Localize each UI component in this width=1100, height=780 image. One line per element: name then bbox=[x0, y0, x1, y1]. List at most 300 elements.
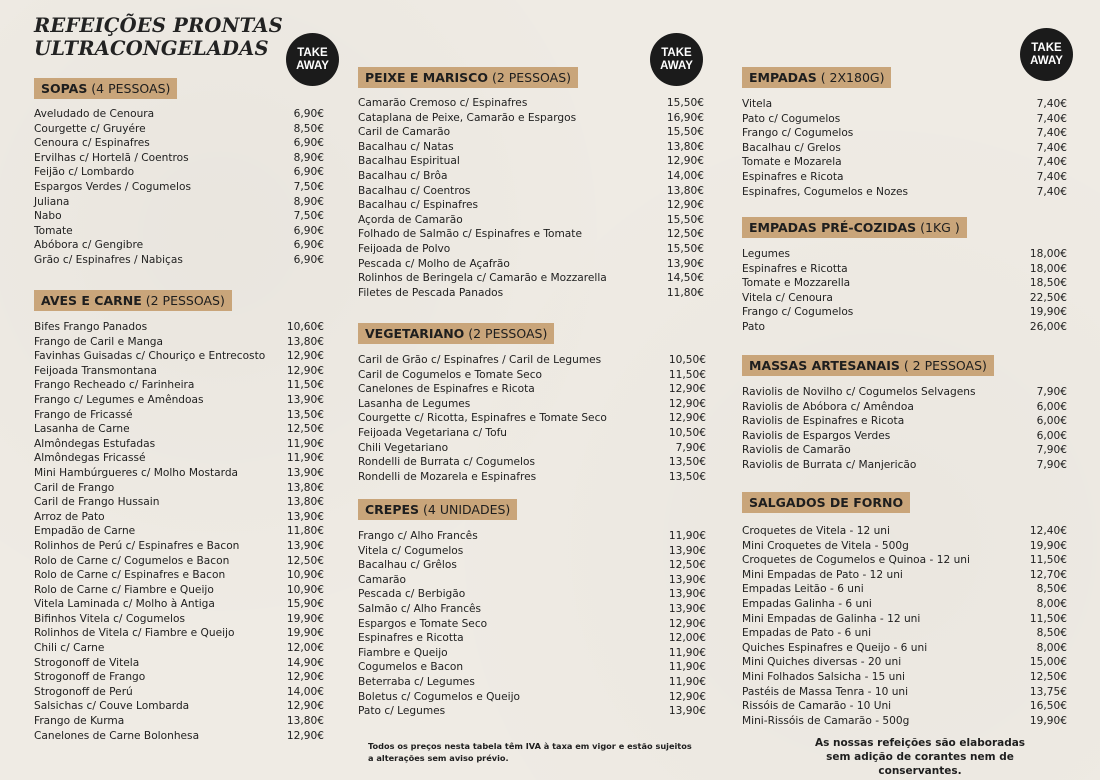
section-peixe-e-marisco bbox=[358, 67, 704, 300]
menu-item bbox=[742, 612, 1067, 627]
menu-item-name: Almôndegas Fricassé bbox=[34, 452, 146, 465]
menu-item bbox=[358, 573, 706, 588]
menu-item-name: Pescada c/ Molho de Açafrão bbox=[358, 257, 510, 270]
menu-item bbox=[358, 631, 706, 646]
menu-item bbox=[358, 242, 704, 257]
menu-item bbox=[742, 582, 1067, 597]
menu-item-name: Camarão bbox=[358, 573, 407, 586]
menu-item bbox=[358, 125, 704, 140]
menu-item-price: 13,90€ bbox=[668, 544, 706, 557]
menu-item-name: Rolinhos de Vitela c/ Fiambre e Queijo bbox=[34, 627, 235, 640]
menu-item bbox=[34, 122, 324, 137]
menu-item bbox=[358, 470, 706, 485]
menu-item-price: 16,50€ bbox=[1029, 700, 1067, 713]
menu-item-price: 7,40€ bbox=[1036, 98, 1067, 110]
menu-item-price: 13,90€ bbox=[668, 573, 706, 586]
menu-item-name: Juliana bbox=[34, 195, 70, 208]
menu-item-price: 15,00€ bbox=[1029, 656, 1067, 669]
menu-item-price: 12,90€ bbox=[668, 412, 706, 425]
menu-item-price: 13,75€ bbox=[1029, 685, 1067, 698]
menu-item-price: 7,40€ bbox=[1036, 156, 1067, 169]
menu-item-name: Frango de Kurma bbox=[34, 715, 125, 728]
menu-item-name: Beterraba c/ Legumes bbox=[358, 675, 475, 688]
menu-item bbox=[358, 286, 704, 301]
menu-item-name: Frango Recheado c/ Farinheira bbox=[34, 379, 195, 392]
menu-item-name: Raviolis de Abóbora c/ Amêndoa bbox=[742, 400, 914, 413]
menu-item bbox=[742, 539, 1067, 554]
menu-item-price: 10,50€ bbox=[668, 354, 706, 366]
menu-item bbox=[34, 451, 324, 466]
menu-item-price: 13,80€ bbox=[286, 715, 324, 728]
menu-item-price: 15,50€ bbox=[666, 213, 704, 226]
menu-item bbox=[358, 257, 704, 272]
take-away-badge-line-2: AWAY bbox=[296, 59, 329, 72]
menu-item-price: 12,90€ bbox=[668, 397, 706, 410]
section-subtitle: (4 PESSOAS) bbox=[87, 81, 171, 96]
menu-item-name: Vitela c/ Cenoura bbox=[742, 291, 833, 304]
menu-title-line-1: REFEIÇÕES PRONTAS bbox=[34, 14, 283, 37]
menu-item-price: 6,90€ bbox=[293, 108, 324, 120]
menu-item-price: 13,50€ bbox=[286, 408, 324, 421]
menu-item bbox=[34, 238, 324, 253]
section-salgados-de-forno bbox=[742, 492, 1067, 728]
menu-item bbox=[358, 675, 706, 690]
menu-item-name: Bacalhau c/ Espinafres bbox=[358, 199, 479, 212]
menu-item bbox=[34, 408, 324, 423]
section-subtitle: (4 UNIDADES) bbox=[419, 502, 511, 517]
menu-item-price: 13,90€ bbox=[668, 602, 706, 615]
menu-item-name: Frango c/ Cogumelos bbox=[742, 306, 854, 319]
menu-item-name: Pastéis de Massa Tenra - 10 uni bbox=[742, 685, 909, 698]
menu-item-price: 12,90€ bbox=[286, 729, 324, 742]
menu-item bbox=[742, 655, 1067, 670]
menu-item bbox=[34, 699, 324, 714]
menu-item bbox=[34, 583, 324, 598]
menu-item-price: 7,90€ bbox=[1036, 444, 1067, 457]
menu-item-name: Empadas de Pato - 6 uni bbox=[742, 627, 872, 640]
menu-item bbox=[742, 670, 1067, 685]
menu-item bbox=[742, 524, 1067, 539]
menu-item bbox=[34, 165, 324, 180]
menu-item-price: 13,90€ bbox=[286, 510, 324, 523]
menu-item-price: 12,50€ bbox=[1029, 670, 1067, 683]
menu-item bbox=[34, 714, 324, 729]
menu-item-price: 13,50€ bbox=[668, 470, 706, 483]
menu-item bbox=[358, 140, 704, 155]
menu-item-price: 11,50€ bbox=[1029, 612, 1067, 625]
menu-item-name: Raviolis de Camarão bbox=[742, 444, 851, 457]
menu-item bbox=[34, 524, 324, 539]
menu-item-name: Mini Folhados Salsicha - 15 uni bbox=[742, 670, 905, 683]
section-items bbox=[34, 320, 324, 743]
menu-item-name: Raviolis de Novilho c/ Cogumelos Selvagens bbox=[742, 386, 976, 398]
menu-item-price: 26,00€ bbox=[1029, 320, 1067, 333]
section-subtitle: ( 2X180G) bbox=[816, 70, 885, 85]
menu-item-name: Filetes de Pescada Panados bbox=[358, 286, 504, 299]
menu-item-name: Lasanha de Legumes bbox=[358, 397, 471, 410]
menu-item-price: 10,90€ bbox=[286, 583, 324, 596]
menu-item-name: Favinhas Guisadas c/ Chouriço e Entrecosto bbox=[34, 350, 266, 363]
menu-item-name: Bacalhau Espiritual bbox=[358, 155, 460, 168]
menu-item-price: 12,50€ bbox=[286, 554, 324, 567]
menu-item-name: Bacalhau c/ Brôa bbox=[358, 169, 448, 182]
menu-item-name: Vitela c/ Cogumelos bbox=[358, 544, 464, 557]
menu-item-price: 12,90€ bbox=[666, 199, 704, 212]
menu-item-name: Empadas Leitão - 6 uni bbox=[742, 583, 864, 596]
menu-item bbox=[34, 641, 324, 656]
menu-item-price: 11,80€ bbox=[286, 525, 324, 538]
menu-item bbox=[34, 481, 324, 496]
menu-item bbox=[742, 429, 1067, 444]
menu-item-name: Almôndegas Estufadas bbox=[34, 437, 156, 450]
menu-item-price: 8,00€ bbox=[1036, 641, 1067, 654]
menu-item-name: Mini Empadas de Pato - 12 uni bbox=[742, 568, 903, 581]
menu-item-price: 6,90€ bbox=[293, 137, 324, 150]
menu-item-price: 11,90€ bbox=[668, 646, 706, 659]
menu-item-name: Bacalhau c/ Coentros bbox=[358, 184, 471, 197]
menu-item bbox=[742, 597, 1067, 612]
menu-item-price: 10,90€ bbox=[286, 569, 324, 582]
menu-item bbox=[742, 112, 1067, 127]
section-items bbox=[358, 529, 706, 719]
menu-item bbox=[358, 368, 706, 383]
menu-item bbox=[34, 180, 324, 195]
menu-item-price: 15,90€ bbox=[286, 598, 324, 611]
section-title: EMPADAS bbox=[749, 70, 817, 85]
section-header bbox=[742, 67, 891, 88]
menu-item-price: 8,90€ bbox=[293, 195, 324, 208]
menu-item-name: Pato c/ Cogumelos bbox=[742, 112, 841, 125]
menu-item-price: 13,90€ bbox=[668, 588, 706, 601]
menu-item-name: Tomate e Mozarela bbox=[742, 156, 842, 169]
menu-item bbox=[358, 271, 704, 286]
menu-item-price: 19,90€ bbox=[1029, 714, 1067, 727]
menu-item-name: Bacalhau c/ Natas bbox=[358, 140, 454, 153]
menu-item bbox=[742, 626, 1067, 641]
menu-item-price: 18,00€ bbox=[1029, 262, 1067, 275]
menu-item-name: Canelones de Espinafres e Ricota bbox=[358, 383, 535, 396]
menu-item bbox=[742, 553, 1067, 568]
menu-title-line-2: ULTRACONGELADAS bbox=[34, 37, 269, 60]
menu-item bbox=[358, 426, 706, 441]
menu-item-name: Raviolis de Espargos Verdes bbox=[742, 429, 891, 442]
menu-item-name: Rolo de Carne c/ Espinafres e Bacon bbox=[34, 569, 226, 582]
menu-item-price: 14,50€ bbox=[666, 272, 704, 285]
section-header bbox=[742, 492, 910, 513]
menu-item-name: Caril de Frango bbox=[34, 481, 115, 494]
menu-item-name: Chili Vegetariano bbox=[358, 441, 449, 454]
vat-disclaimer-line-1: Todos os preços nesta tabela têm IVA à taxa em vigor e estão sujeitos bbox=[368, 741, 692, 751]
menu-item-name: Pato c/ Legumes bbox=[358, 705, 446, 718]
menu-item bbox=[34, 568, 324, 583]
menu-item-name: Cenoura c/ Espinafres bbox=[34, 137, 150, 150]
menu-item bbox=[742, 699, 1067, 714]
section-items bbox=[358, 96, 704, 300]
menu-item-name: Espargos Verdes / Cogumelos bbox=[34, 180, 191, 193]
menu-item-price: 8,90€ bbox=[293, 151, 324, 164]
menu-item-price: 7,40€ bbox=[1036, 112, 1067, 125]
section-subtitle: (2 PESSOAS) bbox=[487, 70, 572, 85]
menu-item-name: Cataplana de Peixe, Camarão e Espargos bbox=[358, 111, 577, 124]
menu-item-name: Raviolis de Espinafres e Ricota bbox=[742, 415, 905, 428]
menu-item-price: 13,90€ bbox=[286, 393, 324, 406]
menu-item-price: 7,40€ bbox=[1036, 141, 1067, 154]
menu-item-name: Espinafres e Ricotta bbox=[358, 632, 464, 645]
menu-item-name: Pato bbox=[742, 320, 766, 333]
section-items bbox=[742, 97, 1067, 199]
menu-item-name: Pescada c/ Berbigão bbox=[358, 588, 466, 601]
menu-item-price: 13,90€ bbox=[668, 705, 706, 718]
menu-item-price: 7,50€ bbox=[293, 210, 324, 223]
menu-item-name: Rolo de Carne c/ Cogumelos e Bacon bbox=[34, 554, 230, 567]
menu-item-name: Croquetes de Vitela - 12 uni bbox=[742, 525, 890, 537]
section-header bbox=[358, 499, 517, 520]
section-items bbox=[742, 247, 1067, 335]
section-header bbox=[742, 217, 967, 238]
menu-item-price: 12,90€ bbox=[666, 155, 704, 168]
section-header bbox=[358, 67, 578, 88]
menu-item-price: 6,90€ bbox=[293, 224, 324, 237]
menu-item bbox=[358, 227, 704, 242]
menu-item-price: 13,80€ bbox=[286, 481, 324, 494]
menu-item-name: Feijoada Vegetariana c/ Tofu bbox=[358, 426, 508, 439]
menu-item-name: Empadas Galinha - 6 uni bbox=[742, 597, 872, 610]
menu-item-price: 10,50€ bbox=[668, 426, 706, 439]
menu-item bbox=[742, 276, 1067, 291]
menu-item-price: 8,50€ bbox=[293, 122, 324, 135]
no-preservatives-note bbox=[790, 736, 1050, 778]
menu-item-name: Rondelli de Burrata c/ Cogumelos bbox=[358, 456, 536, 469]
menu-item-price: 11,90€ bbox=[668, 661, 706, 674]
menu-item-name: Frango c/ Cogumelos bbox=[742, 127, 854, 140]
menu-item bbox=[742, 458, 1067, 473]
menu-item-price: 18,50€ bbox=[1029, 277, 1067, 290]
menu-item-price: 12,90€ bbox=[668, 383, 706, 396]
menu-item bbox=[34, 495, 324, 510]
menu-item-price: 15,50€ bbox=[666, 126, 704, 139]
menu-item bbox=[358, 602, 706, 617]
menu-item-name: Espinafres e Ricotta bbox=[742, 262, 848, 275]
menu-item-price: 14,90€ bbox=[286, 656, 324, 669]
menu-item-name: Caril de Grão c/ Espinafres / Caril de Legumes bbox=[358, 354, 602, 366]
menu-item-price: 10,60€ bbox=[286, 321, 324, 333]
menu-item-price: 19,90€ bbox=[1029, 306, 1067, 319]
menu-item-name: Mini Hambúrgueres c/ Molho Mostarda bbox=[34, 466, 239, 479]
menu-item-name: Espinafres, Cogumelos e Nozes bbox=[742, 185, 909, 198]
menu-item-price: 7,50€ bbox=[293, 180, 324, 193]
menu-item bbox=[34, 195, 324, 210]
menu-item-price: 11,50€ bbox=[286, 379, 324, 392]
menu-item-price: 6,90€ bbox=[293, 239, 324, 252]
menu-item-name: Frango de Fricassé bbox=[34, 408, 133, 421]
menu-item bbox=[358, 646, 706, 661]
menu-item-price: 13,90€ bbox=[286, 539, 324, 552]
menu-item-name: Caril de Frango Hussain bbox=[34, 496, 160, 509]
menu-item-name: Rolo de Carne c/ Fiambre e Queijo bbox=[34, 583, 214, 596]
menu-item-name: Caril de Camarão bbox=[358, 126, 451, 139]
menu-item-price: 12,90€ bbox=[286, 700, 324, 713]
menu-item-name: Abóbora c/ Gengibre bbox=[34, 239, 144, 252]
menu-item-price: 13,80€ bbox=[666, 184, 704, 197]
menu-item bbox=[742, 170, 1067, 185]
menu-item-name: Feijoada Transmontana bbox=[34, 364, 157, 377]
menu-item-name: Courgette c/ Ricotta, Espinafres e Tomate Seco bbox=[358, 412, 607, 425]
menu-item bbox=[358, 587, 706, 602]
menu-item-price: 12,00€ bbox=[286, 642, 324, 655]
section-header bbox=[742, 355, 994, 376]
menu-item bbox=[742, 247, 1067, 262]
menu-item bbox=[34, 364, 324, 379]
menu-item-price: 6,00€ bbox=[1036, 429, 1067, 442]
menu-item-name: Strogonoff de Perú bbox=[34, 685, 133, 698]
section-items bbox=[742, 385, 1067, 473]
menu-item bbox=[358, 382, 706, 397]
menu-item-name: Croquetes de Cogumelos e Quinoa - 12 uni bbox=[742, 554, 970, 567]
menu-item bbox=[34, 224, 324, 239]
menu-item-name: Mini-Rissóis de Camarão - 500g bbox=[742, 714, 910, 727]
section-sopas bbox=[34, 78, 324, 268]
menu-item-name: Raviolis de Burrata c/ Manjericão bbox=[742, 458, 917, 471]
menu-item-price: 6,00€ bbox=[1036, 415, 1067, 428]
menu-item-price: 7,40€ bbox=[1036, 127, 1067, 140]
menu-item bbox=[358, 660, 706, 675]
menu-item-price: 16,90€ bbox=[666, 111, 704, 124]
menu-item bbox=[742, 685, 1067, 700]
menu-item-name: Tomate bbox=[34, 224, 73, 237]
menu-item-name: Rondelli de Mozarela e Espinafres bbox=[358, 470, 537, 483]
menu-item bbox=[358, 154, 704, 169]
menu-item-name: Strogonoff de Vitela bbox=[34, 656, 140, 669]
menu-item-price: 12,50€ bbox=[286, 423, 324, 436]
section-header bbox=[34, 78, 177, 99]
menu-item bbox=[742, 641, 1067, 656]
menu-item-name: Vitela bbox=[742, 98, 773, 110]
menu-item-price: 7,40€ bbox=[1036, 185, 1067, 198]
menu-item-price: 13,80€ bbox=[666, 140, 704, 153]
menu-item-price: 7,90€ bbox=[675, 441, 706, 454]
menu-item-price: 22,50€ bbox=[1029, 291, 1067, 304]
menu-item-price: 11,90€ bbox=[286, 437, 324, 450]
menu-item-price: 12,00€ bbox=[668, 632, 706, 645]
menu-item-name: Courgette c/ Gruyére bbox=[34, 122, 146, 135]
menu-item-name: Boletus c/ Cogumelos e Queijo bbox=[358, 690, 521, 703]
menu-item-name: Canelones de Carne Bolonhesa bbox=[34, 729, 200, 742]
menu-item bbox=[34, 378, 324, 393]
menu-item bbox=[742, 126, 1067, 141]
menu-item-price: 13,80€ bbox=[286, 496, 324, 509]
menu-item bbox=[34, 554, 324, 569]
menu-item-name: Caril de Cogumelos e Tomate Seco bbox=[358, 368, 543, 381]
menu-item-price: 11,90€ bbox=[668, 530, 706, 542]
menu-item bbox=[34, 136, 324, 151]
section-title: VEGETARIANO bbox=[365, 326, 465, 341]
menu-item-name: Rissóis de Camarão - 10 Uni bbox=[742, 700, 892, 713]
menu-item bbox=[34, 349, 324, 364]
section-crepes bbox=[358, 499, 706, 719]
section-subtitle: ( 2 PESSOAS) bbox=[899, 358, 987, 373]
section-title: SOPAS bbox=[41, 81, 88, 96]
no-preservatives-note-line-1: As nossas refeições são elaboradas bbox=[814, 737, 1026, 749]
section-title: AVES E CARNE bbox=[41, 293, 142, 308]
menu-item-price: 12,90€ bbox=[286, 350, 324, 363]
menu-item bbox=[358, 544, 706, 559]
menu-item-name: Camarão Cremoso c/ Espinafres bbox=[358, 97, 528, 109]
menu-item-name: Frango c/ Legumes e Amêndoas bbox=[34, 393, 204, 406]
menu-item-price: 12,90€ bbox=[668, 617, 706, 630]
menu-item bbox=[358, 184, 704, 199]
menu-item bbox=[742, 305, 1067, 320]
menu-item bbox=[358, 198, 704, 213]
menu-item bbox=[742, 414, 1067, 429]
menu-item bbox=[34, 253, 324, 268]
menu-item bbox=[742, 262, 1067, 277]
menu-item bbox=[742, 141, 1067, 156]
menu-item-price: 12,50€ bbox=[668, 559, 706, 572]
menu-item-name: Feijão c/ Lombardo bbox=[34, 166, 135, 179]
take-away-badge-line-2: AWAY bbox=[1030, 54, 1063, 67]
menu-item-name: Grão c/ Espinafres / Nabiças bbox=[34, 253, 183, 266]
menu-item-name: Mini Quiches diversas - 20 uni bbox=[742, 656, 902, 669]
menu-item bbox=[34, 107, 324, 122]
menu-item bbox=[742, 291, 1067, 306]
menu-item-price: 12,50€ bbox=[666, 228, 704, 241]
menu-item-name: Ervilhas c/ Hortelã / Coentros bbox=[34, 151, 189, 164]
take-away-badge-line-1: TAKE bbox=[661, 46, 692, 59]
no-preservatives-note-line-2: sem adição de corantes nem de conservantes. bbox=[826, 751, 1014, 777]
section-items bbox=[742, 524, 1067, 728]
menu-item bbox=[358, 690, 706, 705]
menu-item-price: 13,90€ bbox=[286, 466, 324, 479]
menu-item-name: Empadão de Carne bbox=[34, 525, 136, 538]
menu-item-price: 6,00€ bbox=[1036, 400, 1067, 413]
menu-item-name: Bacalhau c/ Grelos bbox=[742, 141, 841, 154]
menu-item-name: Bacalhau c/ Grêlos bbox=[358, 559, 457, 572]
menu-item bbox=[34, 539, 324, 554]
menu-item-name: Lasanha de Carne bbox=[34, 423, 130, 436]
menu-item-name: Rolinhos de Beringela c/ Camarão e Mozzarella bbox=[358, 272, 607, 285]
section-items bbox=[34, 107, 324, 268]
section-vegetariano bbox=[358, 323, 706, 484]
menu-item bbox=[34, 320, 324, 335]
menu-item-price: 15,50€ bbox=[666, 97, 704, 109]
menu-item-name: Mini Croquetes de Vitela - 500g bbox=[742, 539, 909, 552]
section-title: EMPADAS PRÉ-COZIDAS bbox=[749, 220, 917, 235]
menu-item bbox=[742, 155, 1067, 170]
menu-item-price: 15,50€ bbox=[666, 242, 704, 255]
menu-item-name: Salmão c/ Alho Francês bbox=[358, 602, 482, 615]
menu-item-price: 12,40€ bbox=[1029, 525, 1067, 537]
menu-item bbox=[742, 185, 1067, 200]
menu-item bbox=[34, 422, 324, 437]
menu-item bbox=[34, 656, 324, 671]
section-title: SALGADOS DE FORNO bbox=[749, 495, 904, 510]
menu-item bbox=[34, 466, 324, 481]
section-empadas bbox=[742, 67, 1067, 199]
menu-item-price: 8,50€ bbox=[1036, 583, 1067, 596]
menu-item-name: Folhado de Salmão c/ Espinafres e Tomate bbox=[358, 228, 582, 241]
menu-item-name: Frango de Caril e Manga bbox=[34, 335, 164, 348]
take-away-badge-line-1: TAKE bbox=[1031, 41, 1062, 54]
menu-item-price: 13,50€ bbox=[668, 456, 706, 469]
section-subtitle: (1KG ) bbox=[916, 220, 960, 235]
menu-item-name: Frango c/ Alho Francês bbox=[358, 530, 478, 542]
menu-item bbox=[358, 617, 706, 632]
menu-item bbox=[34, 510, 324, 525]
menu-item-price: 19,90€ bbox=[286, 627, 324, 640]
menu-item-name: Arroz de Pato bbox=[34, 510, 105, 523]
menu-item bbox=[34, 209, 324, 224]
menu-item bbox=[358, 111, 704, 126]
